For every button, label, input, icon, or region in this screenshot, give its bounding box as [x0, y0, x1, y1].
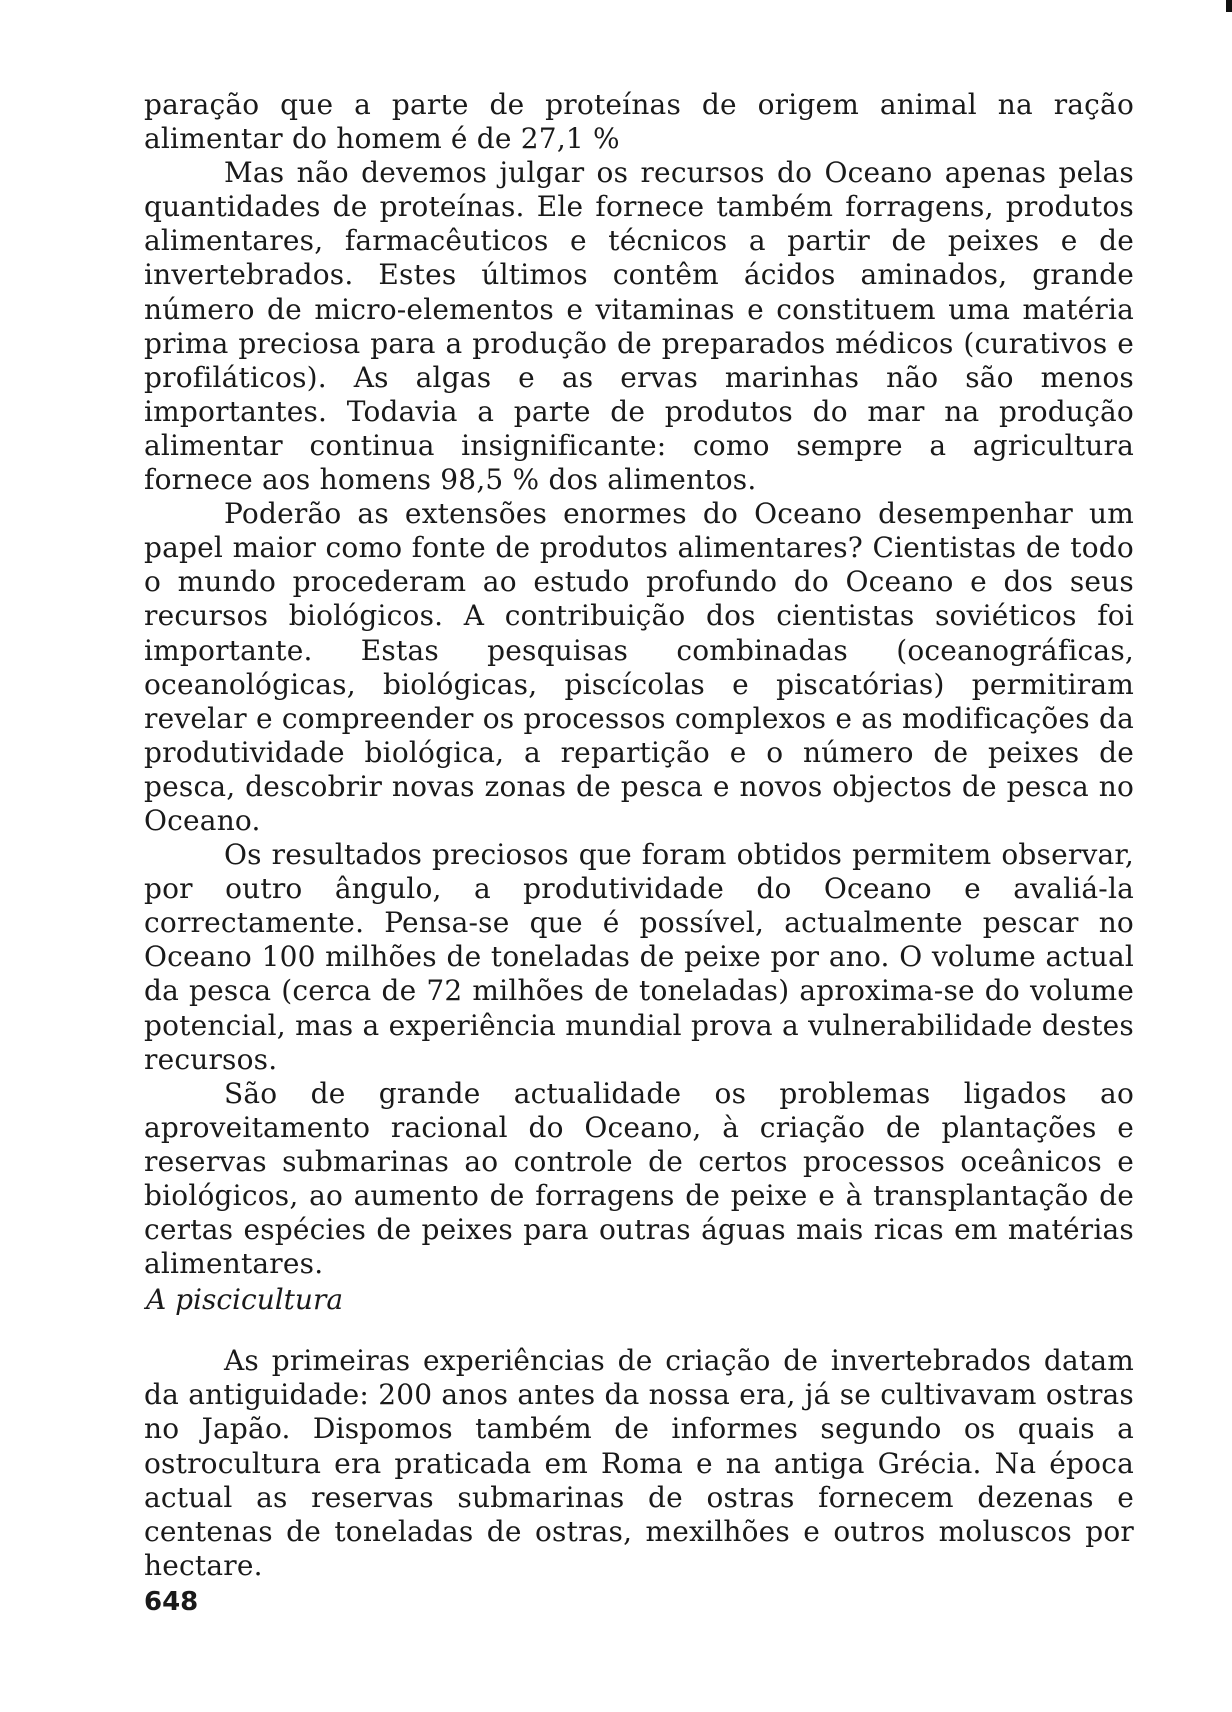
paragraph: Mas não devemos julgar os recursos do Oceano apenas pelas quantidades de proteínas. Ele fornece também forragens, produtos alimentares, farmacêuticos e técnicos a partir de peixes e de invertebrados. Estes últimos contêm ácidos aminados, grande número de micro-elementos e vitaminas e constituem uma matéria prima preciosa para a produção de preparados médicos (curativos e profiláticos). As algas e as ervas marinhas não são menos importantes. Todavia a parte de produtos do mar na produção alimentar continua insignificante: como sempre a agricultura fornece aos homens 98,5 % dos alimentos. [144, 156, 1134, 497]
paragraph: São de grande actualidade os problemas ligados ao aproveitamento racional do Oceano, à criação de plantações e reservas submarinas ao controle de certos processos oceânicos e biológicos, ao aumento de forragens de peixe e à transplantação de certas espécies de peixes para outras águas mais ricas em matérias alimentares. [144, 1076, 1134, 1281]
paragraph: Poderão as extensões enormes do Oceano desempenhar um papel maior como fonte de produtos alimentares? Cientistas de todo o mundo procederam ao estudo profundo do Oceano e dos seus recursos biológicos. A contribuição dos cientistas soviéticos foi importante. Estas pesquisas combinadas (oceanográficas, oceanológicas, biológicas, piscícolas e piscatórias) permitiram revelar e compreender os processos complexos e as modificações da produtividade biológica, a repartição e o número de peixes de pesca, descobrir novas zonas de pesca e novos objectos de pesca no Oceano. [144, 497, 1134, 837]
paragraph: Os resultados preciosos que foram obtidos permitem observar, por outro ângulo, a produtividade do Oceano e avaliá-la correctamente. Pensa-se que é possível, actualmente pescar no Oceano 100 milhões de toneladas de peixe por ano. O volume actual da pesca (cerca de 72 milhões de toneladas) aproxima-se do volume potencial, mas a experiência mundial prova a vulnerabilidade destes recursos. [144, 838, 1134, 1076]
paragraph: As primeiras experiências de criação de invertebrados datam da antiguidade: 200 anos antes da nossa era, já se cultivavam ostras no Japão. Dispomos também de informes segundo os quais a ostrocultura era praticada em Roma e na antiga Grécia. Na época actual as reservas submarinas de ostras fornecem dezenas e centenas de toneladas de ostras, mexilhões e outros moluscos por hectare. [144, 1344, 1134, 1583]
body-text [144, 88, 1134, 1281]
section-heading: A piscicultura [146, 1283, 344, 1316]
page-number: 648 [144, 1587, 199, 1617]
section-body-text [144, 1344, 1134, 1583]
scan-corner-mark [1226, 0, 1232, 12]
paragraph-continuation: paração que a parte de proteínas de origem animal na ração alimentar do homem é de 27,1 % [144, 88, 1134, 156]
